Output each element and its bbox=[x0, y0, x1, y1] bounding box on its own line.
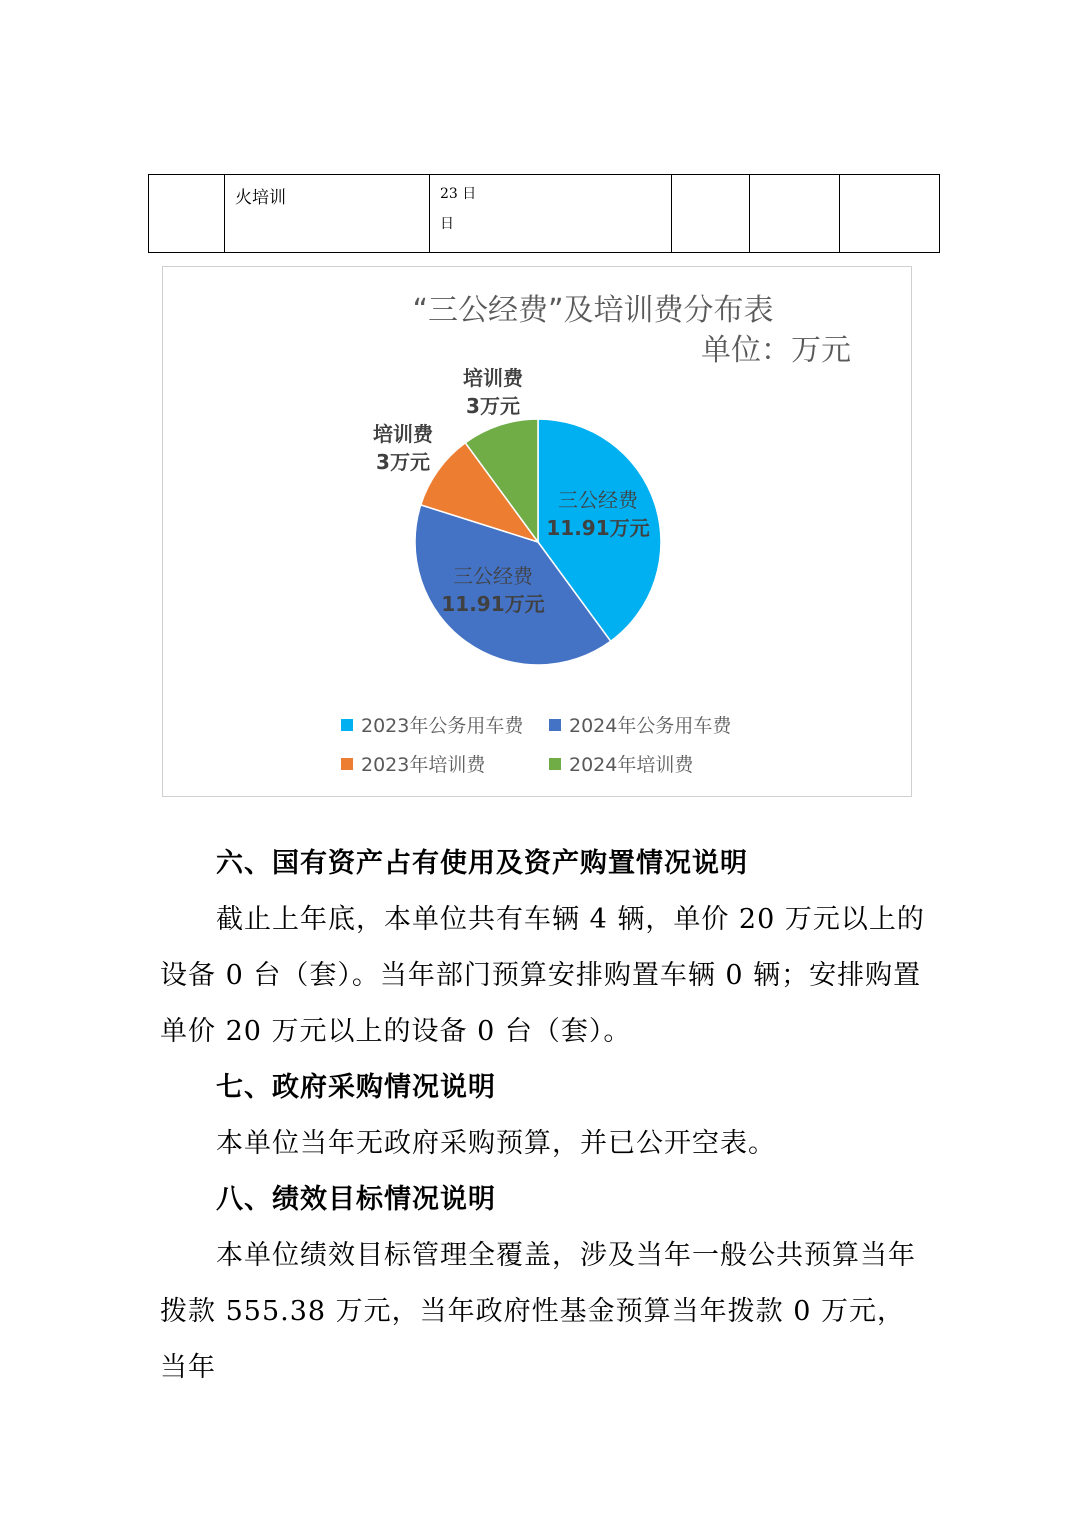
legend-swatch bbox=[341, 719, 353, 731]
slice-label-name: 三公经费 bbox=[453, 564, 533, 588]
slice-label-value: 11.91万元 bbox=[441, 592, 545, 616]
cell-date-line2: 日 bbox=[440, 216, 454, 232]
legend-item bbox=[341, 750, 549, 777]
legend-item bbox=[549, 750, 789, 777]
slice-label-value: 3万元 bbox=[466, 394, 520, 418]
legend-label: 2023年公务用车费 bbox=[361, 715, 524, 737]
pie-chart bbox=[162, 266, 912, 797]
legend-label: 2023年培训费 bbox=[361, 754, 486, 776]
legend-item bbox=[341, 711, 549, 738]
pie-svg bbox=[163, 267, 913, 707]
table-cell bbox=[750, 175, 840, 253]
legend-swatch bbox=[341, 758, 353, 770]
section-8-heading: 八、绩效目标情况说明 bbox=[216, 1184, 496, 1215]
section-8-body: 本单位绩效目标管理全覆盖，涉及当年一般公共预算当年拨款 555.38 万元，当年政府性基金预算当年拨款 0 万元，当年 bbox=[160, 1240, 916, 1383]
legend-swatch bbox=[549, 719, 561, 731]
table-cell-item bbox=[225, 175, 430, 253]
section-6-heading: 六、国有资产占有使用及资产购置情况说明 bbox=[216, 848, 748, 879]
table-fragment bbox=[148, 174, 940, 253]
table-cell bbox=[149, 175, 225, 253]
legend-label: 2024年培训费 bbox=[569, 754, 694, 776]
table-cell bbox=[672, 175, 750, 253]
slice-label-value: 3万元 bbox=[376, 450, 430, 474]
slice-label-name: 三公经费 bbox=[558, 488, 638, 512]
table-cell bbox=[840, 175, 940, 253]
slice-label-value: 11.91万元 bbox=[546, 516, 650, 540]
slice-label-name: 培训费 bbox=[463, 366, 523, 390]
chart-unit: 单位：万元 bbox=[701, 333, 851, 368]
section-6-body: 截止上年底，本单位共有车辆 4 辆，单价 20 万元以上的设备 0 台（套）。当年部门预算安排购置车辆 0 辆；安排购置单价 20 万元以上的设备 0 台（套）。 bbox=[160, 904, 925, 1047]
chart-title: “三公经费”及培训费分布表 bbox=[412, 293, 774, 328]
table-row bbox=[149, 175, 940, 253]
legend-swatch bbox=[549, 758, 561, 770]
table-cell-date bbox=[430, 175, 672, 253]
cell-text: 火培训 bbox=[235, 188, 286, 208]
slice-label-name: 培训费 bbox=[373, 422, 433, 446]
chart-legend bbox=[341, 711, 801, 777]
cell-date-line1: 23 日 bbox=[440, 186, 477, 202]
legend-item bbox=[549, 711, 789, 738]
section-7-heading: 七、政府采购情况说明 bbox=[216, 1072, 496, 1103]
legend-label: 2024年公务用车费 bbox=[569, 715, 732, 737]
section-7-body: 本单位当年无政府采购预算，并已公开空表。 bbox=[216, 1128, 776, 1159]
